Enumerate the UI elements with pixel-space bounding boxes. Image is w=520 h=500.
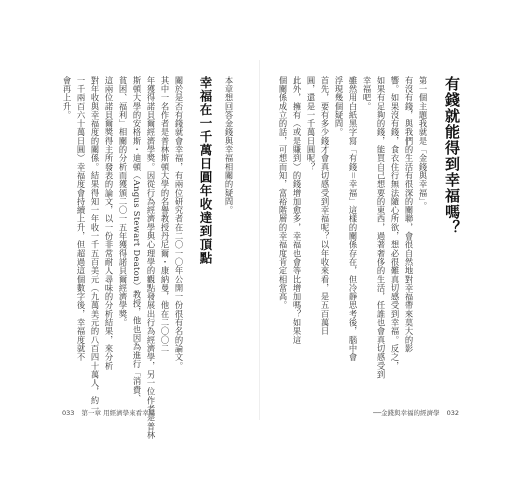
- gutter-divider: [259, 60, 260, 420]
- right-page-line: 此外，擁有（或是賺到）的錢增加愈多，幸福也會等比增加嗎？如果這: [292, 76, 302, 345]
- left-page-line: 這兩位諾貝爾獎得主所發表的論文，以一份非常耐人尋味的分析結果，來分析: [104, 76, 114, 371]
- right-page-folio: [373, 408, 464, 417]
- right-page-line: 幸福吧。: [362, 76, 372, 111]
- right-page-line: 如果有足夠的錢，能買自己想要的東西，過著奢侈的生活，任誰也會真切感受到: [376, 76, 386, 379]
- left-page-running-title: 第一章 用經濟學來看幸福: [81, 409, 156, 417]
- left-page-line: 年獲得諾貝爾經濟學獎。因從行為經濟學與心理學的觀點發展出行為經濟學，另一位作者是普林: [146, 76, 156, 440]
- left-page-subheading: 幸福在一千萬日圓年收達到頂點: [198, 76, 213, 265]
- left-page-line: 會再上升。: [62, 76, 72, 120]
- left-page-line: 關於是否有錢就會幸福，有兩位研究者在二〇一〇年公開一份很有名的論文。: [174, 76, 184, 371]
- left-page-line: 一千兩百六十萬日圓）幸福度會持續上升，但超過這個數字後，幸福度就不: [76, 76, 86, 362]
- left-page-line: 貧困、福利」相關的分析而獲頒二〇一五年獲得諾貝爾經濟學獎。: [118, 76, 128, 327]
- right-page-line: 個關係成立的話，可想而知，富裕階層的幸福度肯定相當高。: [278, 76, 288, 310]
- right-page-line: 首先，要有多少錢才會真切感受到幸福呢？以年收來看，是五百萬日: [320, 76, 330, 336]
- left-page-line: 對年收與幸福度的關係。結果得知一年收一千五百美元（九萬美元的八百四十萬人，約一: [90, 76, 100, 414]
- left-page-line: 其中一名作者是普林斯頓大學的名譽教授丹尼爾・康納曼，他在二〇〇二: [160, 76, 170, 353]
- left-page-line: 斯頓大學的安格斯・迪頓（Angus Stewart Deaton）教授，他也因為進行「消費、: [132, 76, 142, 403]
- right-page-line: 浮現幾個疑問。: [334, 76, 344, 137]
- right-page-heading: 有錢就能得到幸福嗎？: [443, 76, 461, 236]
- left-page-folio: [57, 408, 155, 417]
- right-page-line: 第一個主題我就是「金錢與幸福」。: [418, 76, 428, 211]
- right-page-running-title: ──金錢與幸福的經濟學: [373, 409, 440, 417]
- right-page-line: 有沒有錢，與我們的生活有很深的關聯，會很自然地對幸福帶來莫大的影: [404, 76, 414, 353]
- right-page-line: 響。如果沒有錢，食衣住行無法隨心所欲，想必很難真切感受到幸福。反之，: [390, 76, 400, 371]
- right-page-number: 032: [446, 409, 459, 417]
- right-page-line: 圓，還是一千萬日圓呢？: [306, 76, 316, 172]
- left-page-intro: 本章想回答金錢與幸福相關的疑問。: [224, 76, 234, 215]
- left-page-number: 033: [62, 409, 75, 417]
- right-page-line: 雖然用白紙黑字寫「有錢＝幸福」這樣的關係存在，但冷靜思考後，腦中會: [348, 76, 358, 362]
